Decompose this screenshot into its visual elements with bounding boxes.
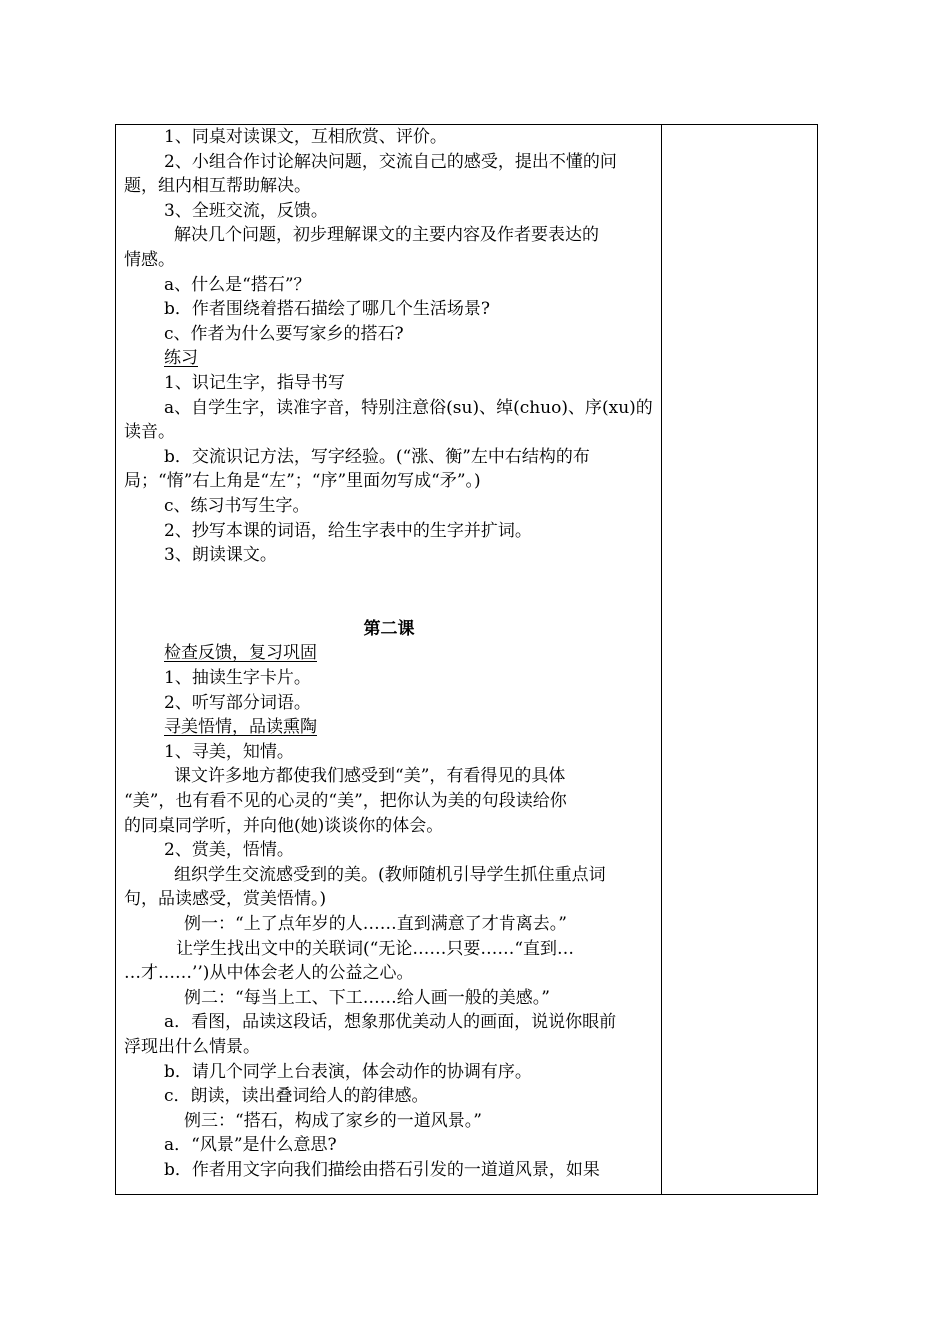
text-line: 1、抽读生字卡片。	[164, 668, 311, 689]
text-line: a、自学生字，读准字音，特别注意俗(su)、绰(chuo)、序(xu)的	[164, 397, 653, 418]
text-line: 例二：“每当上工、下工……给人画一般的美感。”	[184, 987, 550, 1008]
text-line: 例一：“上了点年岁的人……直到满意了才肯离去。”	[184, 914, 567, 934]
text-line: 组织学生交流感受到的美。(教师随机引导学生抓住重点词	[174, 864, 606, 885]
text-line: 2、抄写本课的词语，给生字表中的生字并扩词。	[164, 520, 532, 541]
text-line: 读音。	[124, 422, 175, 443]
section-heading	[124, 641, 654, 666]
text-line: a、什么是“搭石”？	[164, 274, 311, 295]
text-line: 局；“惰”右上角是“左”；“序”里面勿写成“矛”。)	[124, 471, 481, 492]
section-heading-text: 练习	[164, 348, 198, 369]
text-line: 例三：“搭石，构成了家乡的一道风景。”	[184, 1110, 482, 1131]
section-heading	[124, 346, 654, 371]
text-line: 3、朗读课文。	[164, 545, 277, 566]
text-line: 1、识记生字，指导书写	[164, 372, 345, 393]
text-line: 的同桌同学听，并向他(她)谈谈你的体会。	[124, 815, 444, 836]
text-line: 句，品读感受，赏美悟情。)	[124, 889, 327, 910]
text-line: 2、听写部分词语。	[164, 692, 311, 713]
notes-cell	[662, 125, 818, 1194]
text-line: b．作者用文字向我们描绘由搭石引发的一道道风景，如果	[164, 1159, 600, 1180]
blank-line	[124, 592, 654, 617]
text-line: 解决几个问题，初步理解课文的主要内容及作者要表达的	[174, 225, 599, 246]
text-line: 2、赏美，悟情。	[164, 840, 294, 861]
text-line: 1、寻美，知情。	[164, 741, 294, 762]
text-line: 1、同桌对读课文，互相欣赏、评价。	[164, 127, 447, 147]
text-line: …才……’’)从中体会老人的公益之心。	[124, 963, 414, 984]
text-line: c、练习书写生字。	[164, 495, 310, 516]
text-line: 浮现出什么情景。	[124, 1036, 260, 1057]
text-line: 题，组内相互帮助解决。	[124, 176, 311, 197]
section-heading-text: 寻美悟情，品读熏陶	[164, 717, 317, 738]
text-line: 3、全班交流，反馈。	[164, 200, 328, 221]
text-line: 让学生找出文中的关联词(“无论……只要……“直到…	[176, 938, 575, 959]
text-line: b．作者围绕着搭石描绘了哪几个生活场景?	[164, 299, 490, 320]
text-line: a．“风景”是什么意思?	[164, 1135, 337, 1156]
text-line: “美”，也有看不见的心灵的“美”，把你认为美的句段读给你	[124, 791, 567, 812]
text-line: a．看图，品读这段话，想象那优美动人的画面，说说你眼前	[164, 1012, 617, 1033]
section-heading-text: 检查反馈，复习巩固	[164, 643, 317, 664]
text-line: 情感。	[124, 249, 175, 270]
text-line: 课文许多地方都使我们感受到“美”，有看得见的具体	[174, 766, 566, 787]
text-line: b．交流识记方法，写字经验。(“涨、衡”左中右结构的布	[164, 446, 590, 467]
main-content-cell	[124, 125, 654, 1183]
blank-line	[124, 568, 654, 593]
text-line: c、作者为什么要写家乡的搭石?	[164, 323, 404, 344]
text-line: c．朗读，读出叠词给人的韵律感。	[164, 1086, 429, 1107]
text-line: 2、小组合作讨论解决问题，交流自己的感受，提出不懂的问	[164, 151, 617, 172]
lesson-title: 第二课	[363, 618, 415, 639]
text-line: b．请几个同学上台表演，体会动作的协调有序。	[164, 1061, 532, 1082]
section-heading	[124, 715, 654, 740]
lesson-plan-table	[115, 124, 818, 1195]
